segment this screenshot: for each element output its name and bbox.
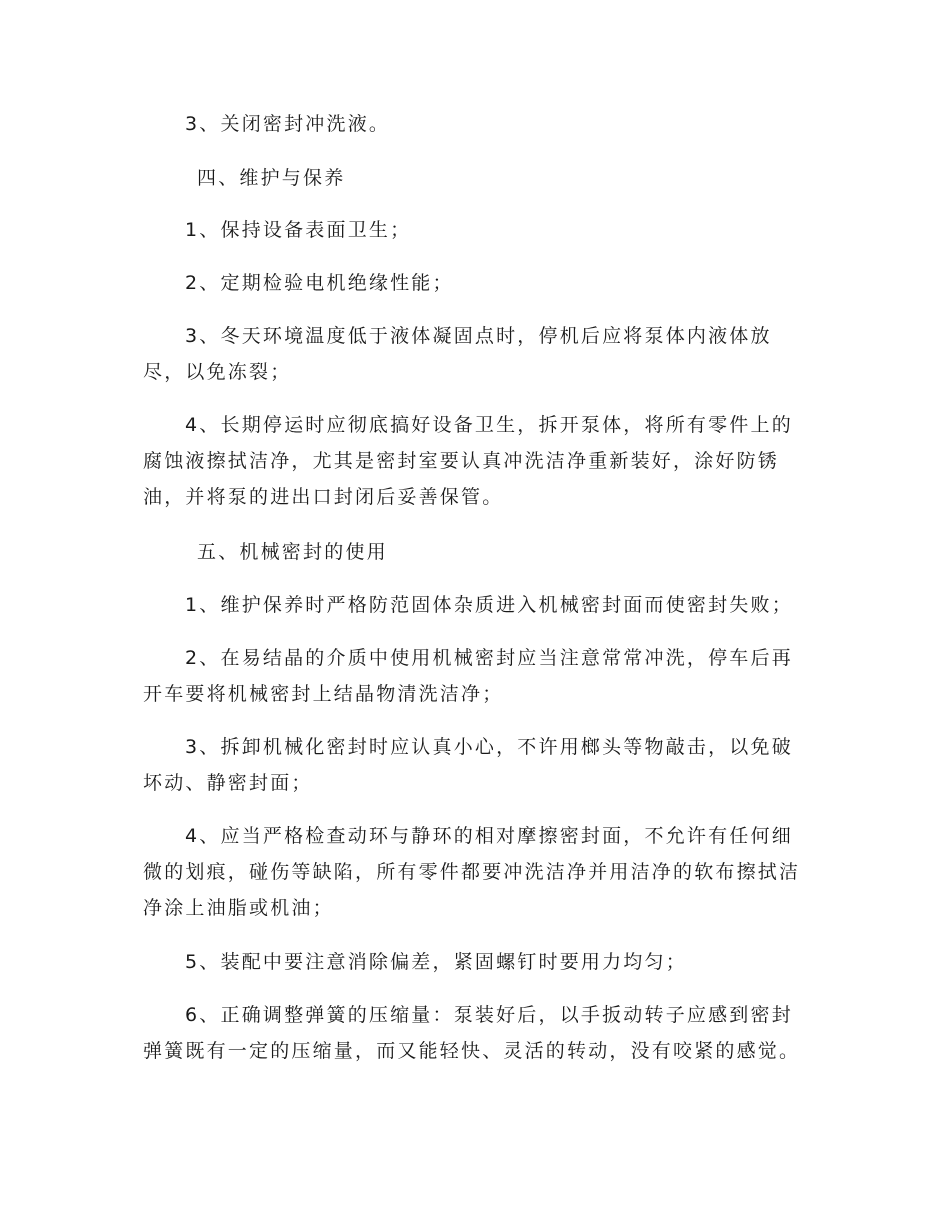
paragraph-maintenance-4: 4、长期停运时应彻底搞好设备卫生，拆开泵体，将所有零件上的腐蚀液擦拭洁净，尤其是密封室要认真冲洗洁净重新装好，涂好防锈油，并将泵的进出口封闭后妥善保管。 [143,414,793,508]
section-heading-maintenance: 四、维护与保养 [197,167,346,189]
paragraph-step-3-close-flush: 3、关闭密封冲洗液。 [185,113,391,135]
paragraph-maintenance-3: 3、冬天环境温度低于液体凝固点时，停机后应将泵体内液体放尽，以免冻裂； [143,325,772,383]
paragraph-seal-6: 6、正确调整弹簧的压缩量：泵装好后，以手扳动转子应感到密封弹簧既有一定的压缩量，而又能轻快、灵活的转动，没有咬紧的感觉。 [143,1004,801,1062]
paragraph-seal-3: 3、拆卸机械化密封时应认真小心，不许用榔头等物敲击，以免破坏动、静密封面； [143,736,793,794]
paragraph-seal-4: 4、应当严格检查动环与静环的相对摩擦密封面，不允许有任何细微的划痕，碰伤等缺陷，所有零件都要冲洗洁净并用洁净的软布擦拭洁净涂上油脂或机油； [143,825,801,919]
paragraph-seal-1: 1、维护保养时严格防范固体杂质进入机械密封面而使密封失败； [185,594,793,616]
paragraph-maintenance-1: 1、保持设备表面卫生； [185,219,412,241]
paragraph-maintenance-2: 2、定期检验电机绝缘性能； [185,272,454,294]
section-heading-mechanical-seal: 五、机械密封的使用 [197,541,388,563]
paragraph-seal-5: 5、装配中要注意消除偏差，紧固螺钉时要用力均匀； [185,951,687,973]
paragraph-seal-2: 2、在易结晶的介质中使用机械密封应当注意常常冲洗，停车后再开车要将机械密封上结晶物清洗洁净； [143,647,793,705]
